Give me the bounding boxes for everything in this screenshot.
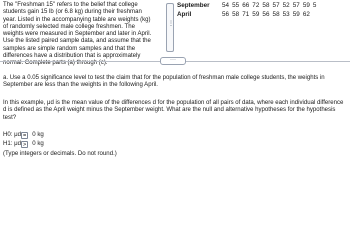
h0-value: 0 kg [32,131,44,138]
panel-resize-handle[interactable] [166,3,174,52]
row-values-september: 54 55 66 72 58 57 52 57 59 5 [222,2,317,9]
table-row [177,11,316,20]
h0-symbol: H0: μd [3,131,22,138]
h0-operator-select[interactable]: = [23,132,27,139]
row-label-september: September [177,2,210,9]
h1-value: 0 kg [32,140,44,147]
row-label-april: April [177,10,192,18]
data-table [177,2,316,19]
row-values-april: 56 58 71 59 56 58 53 59 62 [222,10,310,18]
h1-symbol: H1: μd [3,140,22,147]
problem-intro: The "Freshman 15" refers to the belief that college students gain 15 lb (or 6.8 kg) during their freshman year. Listed in the accompanying table are weights (kg) of randomly selected male college freshmen. The weights were measured in September and later in April. Use the listed paired sample data, and assume that the samples are simple random samples and that the differences have a distribution that is approximately normal. Complete parts (a) through (c). [3,2,152,67]
drag-dots-icon: ⋮ [168,21,174,27]
question-explanation: In this example, μd is the mean value of the differences d for the population of all pairs of data, where each individual difference d is defined as the April weight minus the September weight. What are the null and alternative hypotheses for the hypothesis test? [3,100,344,121]
null-hypothesis [3,131,44,139]
table-row [177,2,316,11]
question-part-a: a. Use a 0.05 significance level to test the claim that for the population of freshman male college students, the weights in September are less than the weights in the following April. [3,75,325,89]
expand-button[interactable]: ··· [160,57,186,65]
h1-operator-select[interactable]: > [23,141,27,148]
input-note: (Type integers or decimals. Do not round.) [3,150,117,157]
alternative-hypothesis [3,140,44,148]
